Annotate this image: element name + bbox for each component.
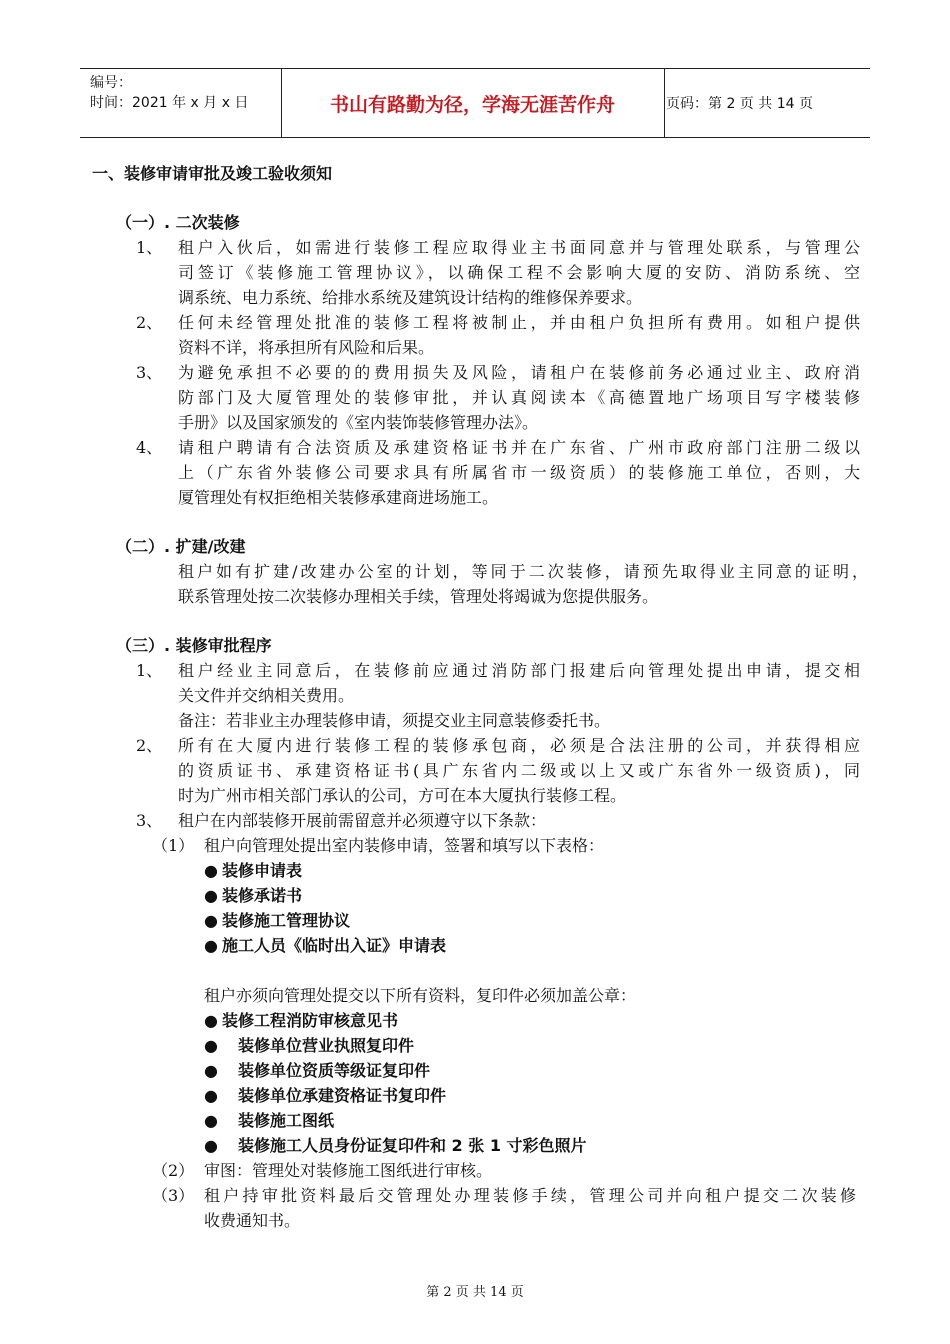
paragraph-line: 租户亦须向管理处提交以下所有资料，复印件必须加盖公章： xyxy=(204,986,637,1005)
bullet-item: ● 装修单位承建资格证书复印件 xyxy=(204,1086,446,1105)
paragraph-line: 租户如有扩建/改建办公室的计划，等同于二次装修，请预先取得业主同意的证明， xyxy=(178,562,868,581)
sub-item-number: （3） xyxy=(152,1186,195,1205)
page-footer: 第 2 页 共 14 页 xyxy=(426,1285,524,1300)
bullet-icon: ● xyxy=(204,1036,218,1055)
paragraph-line: 租户在内部装修开展前需留意并必须遵守以下条款： xyxy=(178,811,547,830)
subsection-heading-1: （一）. 二次装修 xyxy=(116,213,240,232)
paragraph-line: 收费通知书。 xyxy=(204,1211,301,1230)
header-divider xyxy=(664,69,665,137)
item-number: 3、 xyxy=(136,811,163,830)
paragraph-line: 所有在大厦内进行装修工程的装修承包商，必须是合法注册的公司，并获得相应 xyxy=(178,736,860,755)
paragraph-line: 租户持审批资料最后交管理处办理装修手续，管理公司并向租户提交二次装修 xyxy=(204,1186,856,1205)
subsection-heading-2: （二）. 扩建/改建 xyxy=(116,537,246,556)
paragraph-line: 厦管理处有权拒绝相关装修承建商进场施工。 xyxy=(178,488,499,507)
paragraph-line: 调系统、电力系统、给排水系统及建筑设计结构的维修保养要求。 xyxy=(178,288,643,307)
note-line: 备注：若非业主办理装修申请，须提交业主同意装修委托书。 xyxy=(178,711,611,730)
section-title: 一、装修审请审批及竣工验收须知 xyxy=(92,164,333,183)
header-motto: 书山有路勤为径，学海无涯苦作舟 xyxy=(329,93,615,116)
paragraph-line: 请租户聘请有合法资质及承建资格证书并在广东省、广州市政府部门注册二级以 xyxy=(178,438,860,457)
bullet-icon: ● xyxy=(204,1111,218,1130)
item-number: 2、 xyxy=(136,736,163,755)
bullet-item: ● 装修施工管理协议 xyxy=(204,909,350,933)
item-number: 4、 xyxy=(136,438,163,457)
paragraph-line: 防部门及大厦管理处的装修审批，并认真阅读本《高德置地广场项目写字楼装修 xyxy=(178,388,860,407)
subsection-heading-3: （三）. 装修审批程序 xyxy=(116,636,272,655)
paragraph-line: 联系管理处按二次装修办理相关手续，管理处将竭诚为您提供服务。 xyxy=(178,587,659,606)
paragraph-line: 司签订《装修施工管理协议》，以确保工程不会影响大厦的安防、消防系统、空 xyxy=(178,263,860,282)
item-number: 3、 xyxy=(136,363,163,382)
paragraph-line: 租户向管理处提出室内装修申请，签署和填写以下表格： xyxy=(204,836,605,855)
bullet-item: ● 装修承诺书 xyxy=(204,884,302,908)
bullet-item: ● 装修单位营业执照复印件 xyxy=(204,1036,414,1055)
paragraph-line: 手册》以及国家颁发的《室内装饰装修管理办法》。 xyxy=(178,413,539,432)
bullet-icon: ● xyxy=(204,1086,218,1105)
bullet-icon: ● xyxy=(204,1061,218,1080)
bullet-icon: ● xyxy=(204,1136,218,1155)
paragraph-line: 上（广东省外装修公司要求具有所属省市一级资质）的装修施工单位，否则，大 xyxy=(178,463,860,482)
document-number-label: 编号： xyxy=(90,75,132,91)
item-number: 1、 xyxy=(136,661,163,680)
paragraph-line: 审图：管理处对装修施工图纸进行审核。 xyxy=(204,1161,493,1180)
paragraph-line: 的资质证书、承建资格证书(具广东省内二级或以上又或广东省外一级资质)，同 xyxy=(178,761,860,780)
sub-item-number: （1） xyxy=(152,836,195,855)
page-header xyxy=(80,68,870,138)
header-page-number: 页码：第 2 页 共 14 页 xyxy=(666,96,813,112)
bullet-item: ● 施工人员《临时出入证》申请表 xyxy=(204,934,446,958)
paragraph-line: 关文件并交纳相关费用。 xyxy=(178,686,355,705)
paragraph-line: 任何未经管理处批准的装修工程将被制止，并由租户负担所有费用。如租户提供 xyxy=(178,313,860,332)
bullet-item: ● 装修工程消防审核意见书 xyxy=(204,1009,398,1033)
bullet-item: ● 装修施工图纸 xyxy=(204,1111,334,1130)
item-number: 2、 xyxy=(136,313,163,332)
paragraph-line: 租户经业主同意后，在装修前应通过消防部门报建后向管理处提出申请，提交相 xyxy=(178,661,860,680)
sub-item-number: （2） xyxy=(152,1161,195,1180)
bullet-item: ● 装修单位资质等级证复印件 xyxy=(204,1061,430,1080)
bullet-item: ● 装修施工人员身份证复印件和 2 张 1 寸彩色照片 xyxy=(204,1136,587,1155)
header-meta xyxy=(90,73,248,113)
paragraph-line: 租户入伙后，如需进行装修工程应取得业主书面同意并与管理处联系，与管理公 xyxy=(178,238,860,257)
paragraph-line: 资料不详，将承担所有风险和后果。 xyxy=(178,338,435,357)
item-number: 1、 xyxy=(136,238,163,257)
bullet-item: ● 装修申请表 xyxy=(204,859,302,883)
paragraph-line: 为避免承担不必要的的费用损失及风险，请租户在装修前务必通过业主、政府消 xyxy=(178,363,860,382)
document-date-label: 时间：2021 年 x 月 x 日 xyxy=(90,95,249,111)
paragraph-line: 时为广州市相关部门承认的公司，方可在本大厦执行装修工程。 xyxy=(178,786,627,805)
